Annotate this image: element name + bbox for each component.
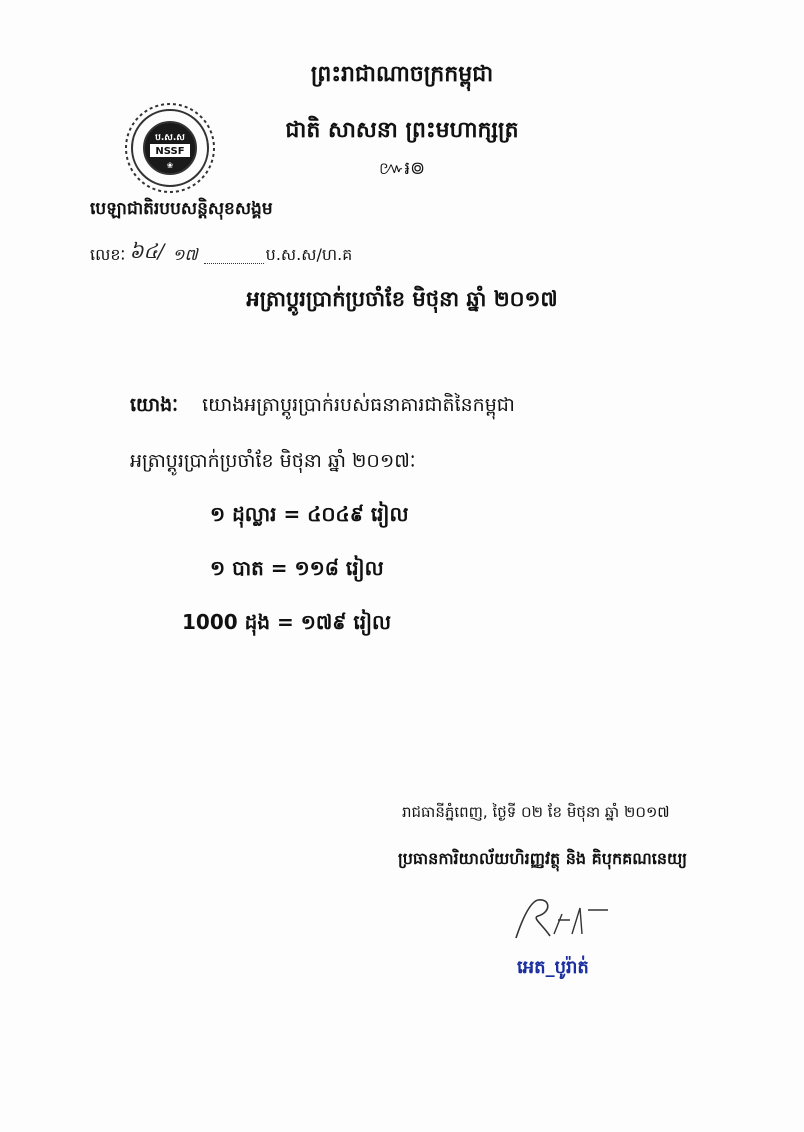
reference-suffix: ប.ស.ស/ហ.គ bbox=[265, 245, 353, 264]
ornament-divider: ៚៛៙ bbox=[378, 158, 426, 179]
rate-usd: ១ ដុល្លារ = ៤០៤៩ រៀល bbox=[210, 502, 409, 526]
logo-top-text: ប.ស.ស bbox=[155, 133, 185, 143]
signer-name: អេត_បូរ៉ាត់ bbox=[517, 957, 589, 978]
basis-text: យោងអត្រាប្តូរប្រាក់របស់ធនាគារជាតិនៃកម្ពុជា bbox=[202, 394, 515, 416]
organization-name: បេឡាជាតិរបបសន្តិសុខសង្គម bbox=[90, 199, 273, 219]
place-and-date: រាជធានីភ្នំពេញ, ថ្ងៃទី ០២ ខែ មិថុនា ឆ្នាំ ២០១៧ bbox=[402, 803, 670, 821]
basis-label: យោងៈ bbox=[130, 394, 179, 416]
reference-handwritten-number: ៦៤/ bbox=[129, 239, 165, 263]
reference-handwritten-year: ១៧ bbox=[172, 245, 198, 264]
rates-subtitle: អត្រាប្តូរប្រាក់ប្រចាំខែ មិថុនា ឆ្នាំ ២០១៧ៈ bbox=[130, 450, 416, 472]
document-title: អត្រាប្តូរប្រាក់ប្រចាំខែ មិថុនា ឆ្នាំ ២០១៧ bbox=[246, 287, 558, 311]
logo-main-text: NSSF bbox=[155, 146, 185, 157]
svg-text:❀: ❀ bbox=[166, 161, 174, 170]
reference-dotted-line bbox=[204, 263, 264, 264]
kingdom-heading: ព្រះរាជាណាចក្រកម្ពុជា bbox=[310, 62, 494, 87]
rate-vnd: 1000 ដុង = ១៧៩ រៀល bbox=[182, 610, 392, 634]
reference-label: លេខៈ bbox=[90, 245, 126, 264]
national-motto: ជាតិ សាសនា ព្រះមហាក្សត្រ bbox=[285, 118, 519, 143]
handwritten-signature bbox=[508, 890, 618, 948]
reference-number bbox=[90, 238, 352, 268]
rate-thb: ១ បាត = ១១៨ រៀល bbox=[210, 556, 384, 580]
nssf-logo bbox=[122, 100, 218, 196]
basis-line bbox=[130, 393, 515, 421]
office-title: ប្រធានការិយាល័យហិរញ្ញវត្ថុ និង គិបុកគណនេយ្យ bbox=[398, 849, 688, 868]
